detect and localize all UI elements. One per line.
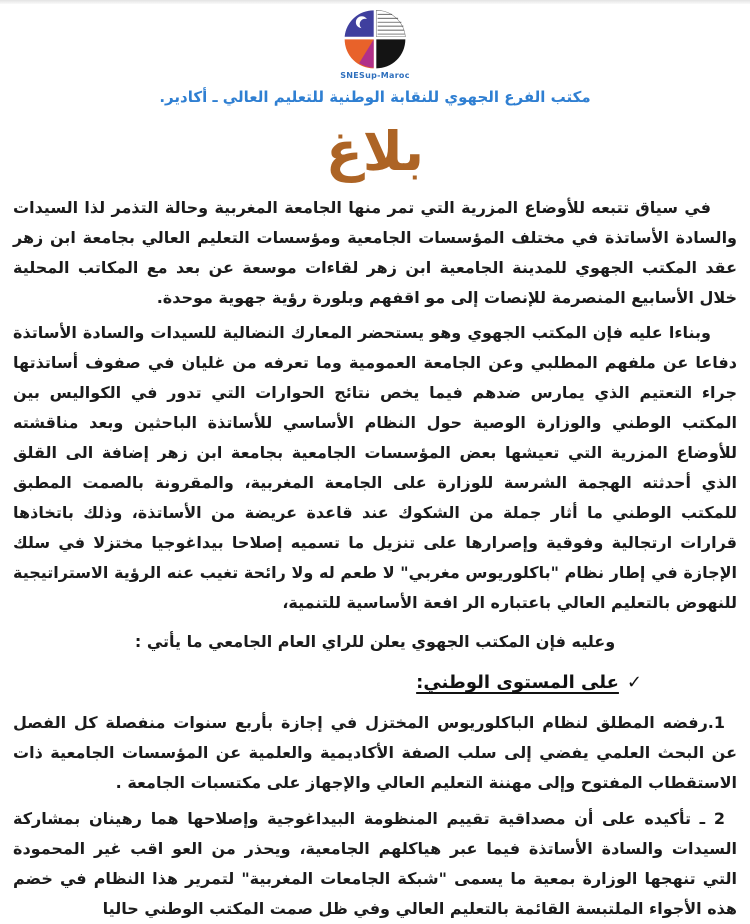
page-top-edge — [0, 0, 750, 4]
checkmark-icon: ✓ — [626, 672, 642, 693]
document-title: بلاغ — [325, 120, 425, 183]
section-heading-row — [13, 668, 642, 698]
paragraph-background: وبناءا عليه فإن المكتب الجهوي وهو يستحضر المعارك النضالية للسيدات والسادة الأساتذة دفاعا عن ملفهم المطلبي وعن الجامعة العمومية وما تعرفه من غليان في صفوف أساتذتها جراء التعتيم الذي يمارس ضدهم فيما يخص نتائج الحوارات التي تدور في الكواليس بين المكتب الوطني والوزارة الوصية حول النظام الأساسي للأساتذة الباحثين وبعد مناقشته للأوضاع المزرية التي تعيشها بعض المؤسسات الجامعية بجامعة ابن زهر إضافة الى القلق الذي أحدثته الهجمة الشرسة للوزارة على الجامعة المغربية، والمقرونة بالصمت المطبق للمكتب الوطني ما أثار جملة من الشكوك عند قاعدة عريضة من الأساتذة، وذلك باتخاذها قرارات ارتجالية وفوقية وإصرارها على تنزيل ما تسميه إصلاحا بيداغوجيا مختزلا في سلك الإجازة في إطار نظام "باكلوريوس مغربي" لا طعم له ولا رائحة تغيب عنه الرؤية الاستراتيجية للنهوض بالتعليم العالي باعتباره الر افعة الأساسية للتنمية، — [13, 323, 737, 612]
list-item-2: 2 ـ تأكيده على أن مصداقية تقييم المنظومة البيداغوجية وإصلاحها هما رهينان بمشاركة السيدات والسادة الأساتذة فيما عبر هياكلهم الجامعية، ويحذر من العو اقب غير المحمودة التي تنهجها الوزارة بمعية ما يسمى "شبكة الجامعات المغربية" لتمرير هذا النظام في خضم هذه الأجواء الملتبسة القائمة بالتعليم العالي وفي ظل صمت المكتب الوطني حاليا — [13, 809, 737, 918]
organization-title: مكتب الفرع الجهوي للنقابة الوطنية للتعليم العالي ـ أكادير. — [159, 88, 591, 106]
announcement-line: وعليه فإن المكتب الجهوي يعلن للراي العام الجامعي ما يأتي : — [134, 632, 616, 651]
paragraph-context: في سياق تتبعه للأوضاع المزرية التي تمر منها الجامعة المغربية وحالة التذمر لذا السيدات والسادة الأساتذة في مختلف المؤسسات الجامعية ومؤسسات التعليم العالي بجامعة ابن زهر عقد المكتب الجهوي للمدينة الجامعية ابن زهر لقاءات موسعة عن بعد مع المكاتب المحلية خلال الأسابيع المنصرمة للإنصات إلى مو اقفهم وبلورة رؤية جهوية موحدة. — [13, 198, 737, 307]
logo-block — [0, 0, 750, 81]
snesup-logo-icon — [342, 9, 408, 71]
logo-caption: SNESup-Maroc — [340, 71, 410, 80]
list-item-1: 1.رفضه المطلق لنظام الباكلوريوس المختزل في إجازة بأربع سنوات منفصلة كل الفصل عن البحث العلمي يفضي إلى سلب الصفة الأكاديمية والعلمية عن المؤسسات الجامعية ذات الاستقطاب المفتوح وإلى مهننة التعليم العالي والإجهاز على مكتسبات الجامعة . — [13, 713, 737, 792]
section-heading-national: على المستوى الوطني: — [416, 672, 619, 693]
